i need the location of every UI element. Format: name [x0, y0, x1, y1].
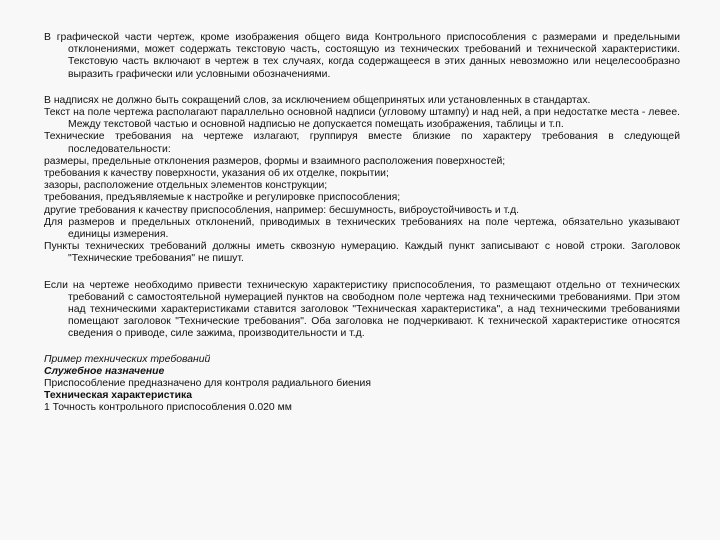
paragraph-intro: В графической части чертеж, кроме изображения общего вида Контрольного приспособления с размерами и предельными отклонениями, может содержать текстовую часть, состоящую из технических требований и технической характеристики. Текстовую часть включают в чертеж в тех случаях, когда содержащееся в этих данных невозможно или нецелесообразно выразить графически или условными обозначениями. — [44, 32, 680, 80]
list-item: требования, предъявляемые к настройке и регулировке приспособления; — [44, 192, 401, 204]
list-item: зазоры, расположение отдельных элементов конструкции; — [44, 180, 328, 192]
list-item: размеры, предельные отклонения размеров, формы и взаимного расположения поверхностей; — [44, 155, 506, 167]
paragraph-text-placement: Текст на поле чертежа располагают параллельно основной надписи (угловому штампу) и над ней, а при недостатке места - левее. Между текстовой частью и основной надписью не допускается помещать изображения, таблицы и т.п. — [44, 107, 680, 131]
paragraph-characteristics: Если на чертеже необходимо привести техническую характеристику приспособления, то размещают отдельно от технических требований с самостоятельной нумерацией пунктов на свободном поле чертежа над техническими требованиями. При этом над техническими характеристиками ставится заголовок "Техническая характеристика", а над техническими требованиями помещают заголовок "Технические требования". Оба заголовка не подчеркивают. К технической характеристике относятся сведения о приводе, силе зажима, производительности и т.д. — [44, 279, 680, 340]
paragraph-numbering: Пункты технических требований должны иметь сквозную нумерацию. Каждый пункт записывают с новой строки. Заголовок "Технические требования" не пишут. — [44, 241, 680, 265]
paragraph-abbreviations: В надписях не должно быть сокращений слов, за исключением общепринятых или установленных в стандартах. — [44, 94, 591, 106]
example-title: Пример технических требований — [44, 353, 211, 365]
paragraph-requirements-order: Технические требования на чертеже излагают, группируя вместе близкие по характеру требования в следующей последовательности: — [44, 131, 680, 155]
paragraph-units: Для размеров и предельных отклонений, приводимых в технических требованиях на поле чертежа, обязательно указывают единицы измерения. — [44, 216, 680, 241]
example-spec-item: 1 Точность контрольного приспособления 0.020 мм — [44, 402, 292, 414]
example-purpose-heading: Служебное назначение — [44, 365, 165, 377]
list-item: другие требования к качеству приспособления, например: бесшумность, виброустойчивость и т.д. — [44, 204, 520, 216]
example-spec-heading: Техническая характеристика — [44, 390, 193, 402]
list-item: требования к качеству поверхности, указания об их отделке, покрытии; — [44, 168, 389, 180]
document-text — [44, 32, 680, 415]
example-purpose-text: Приспособление предназначено для контроля радиального биения — [44, 378, 371, 390]
